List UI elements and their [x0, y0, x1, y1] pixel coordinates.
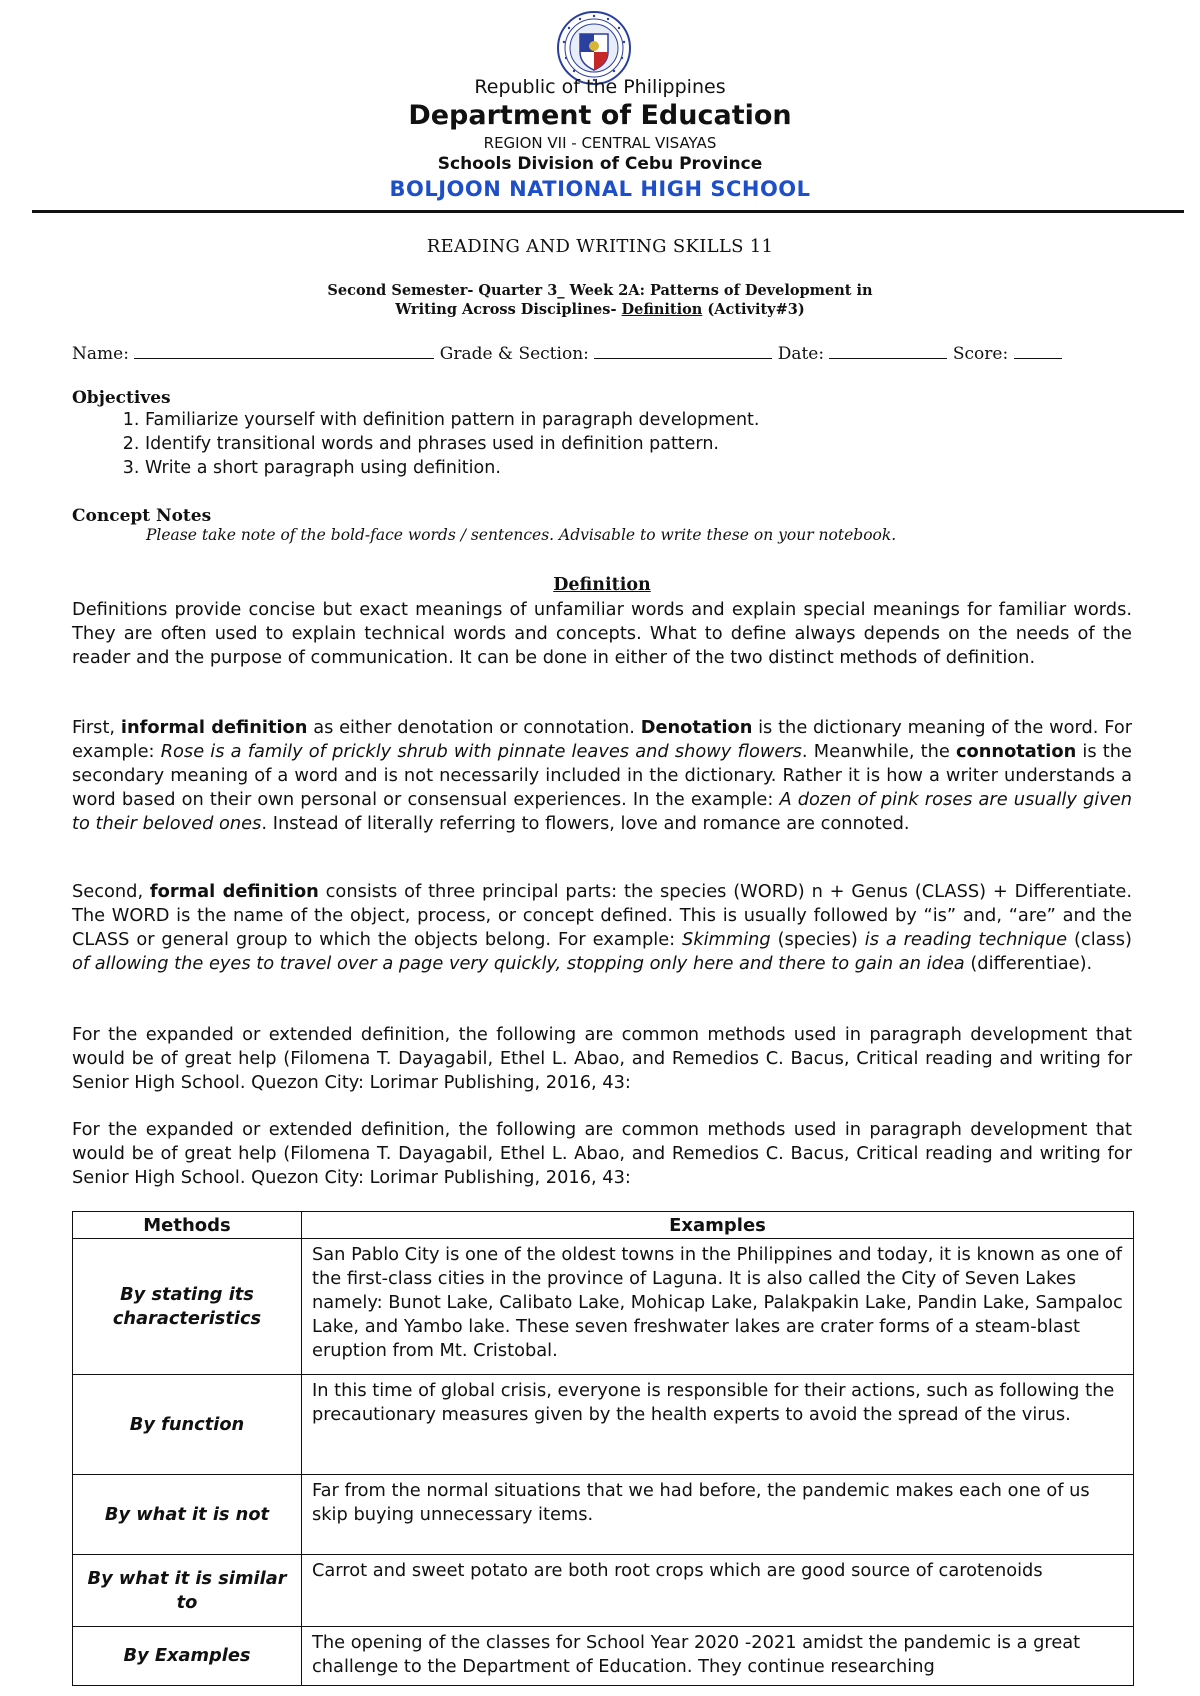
header-divider	[32, 210, 1184, 213]
term-connotation: connotation	[956, 741, 1077, 762]
definition-paragraph-3	[72, 880, 1132, 976]
text: consists of three principal parts: the species (WORD) n + Genus (CLASS) + Differentiate. The WORD is the name of the object, process, or concept defined. This is usually followed by “is” and, “are” and the CLASS or general group to which the objects belong. For example:	[72, 881, 1132, 950]
subtitle-line-2	[0, 301, 1200, 318]
term-informal-definition: informal definition	[120, 717, 308, 738]
date-label: Date:	[777, 344, 825, 364]
concept-notes-instruction: Please take note of the bold-face words / sentences. Advisable to write these on your notebook.	[146, 526, 897, 544]
method-cell: By what it is similar to	[73, 1555, 302, 1627]
example-cell: San Pablo City is one of the oldest towns in the Philippines and today, it is known as one of the first-class cities in the province of Laguna. It is also called the City of Seven Lakes namely: Bunot Lake, Calibato Lake, Mohicap Lake, Palakpakin Lake, Pandin Lake, Sampaloc Lake, and Yambo lake. These seven freshwater lakes are crater forms of a steam-blast eruption from Mt. Cristobal.	[302, 1239, 1134, 1375]
header-division: Schools Division of Cebu Province	[437, 154, 763, 174]
term-denotation: Denotation	[640, 717, 753, 738]
subtitle-prefix: Writing Across Disciplines-	[395, 301, 622, 318]
example-class: is a reading technique	[864, 929, 1068, 950]
objectives-heading: Objectives	[72, 388, 171, 408]
example-connotation: A dozen of pink roses are usually given to their beloved ones	[72, 789, 1132, 834]
definition-paragraph-1: Definitions provide concise but exact meanings of unfamiliar words and explain special meanings for familiar words. They are often used to explain technical words and concepts. What to define always depends on the needs of the reader and the purpose of communication. It can be done in either of the two distinct methods of definition.	[72, 599, 1132, 668]
definition-title: Definition	[553, 575, 651, 595]
header-school-name: BOLJOON NATIONAL HIGH SCHOOL	[389, 177, 811, 201]
student-info-row	[72, 344, 1132, 364]
example-species: Skimming	[682, 929, 771, 950]
text: Second,	[72, 881, 150, 902]
objective-item: 2. Identify transitional words and phrases used in definition pattern.	[145, 432, 1132, 456]
text: (differentiae).	[964, 953, 1093, 974]
text: is the dictionary meaning of the word. For example:	[72, 717, 1133, 762]
column-header-examples: Examples	[302, 1212, 1134, 1239]
definition-paragraph-5: For the expanded or extended definition, the following are common methods used in paragraph development that would be of great help (Filomena T. Dayagabil, Ethel L. Abao, and Remedios C. Bacus, Critical reading and writing for Senior High School. Quezon City: Lorimar Publishing, 2016, 43:	[72, 1119, 1132, 1188]
deped-seal-logo	[556, 10, 632, 86]
column-header-methods: Methods	[73, 1212, 302, 1239]
objectives-list	[72, 408, 1132, 480]
table-row	[73, 1375, 1134, 1475]
grade-section-blank[interactable]	[594, 344, 772, 359]
text: (class)	[1067, 929, 1132, 950]
subtitle-topic: Definition	[621, 301, 703, 318]
text: First,	[72, 717, 121, 738]
method-cell: By stating its characteristics	[73, 1239, 302, 1375]
text: (species)	[770, 929, 865, 950]
page-title: READING AND WRITING SKILLS 11	[426, 236, 774, 257]
text: . Meanwhile, the	[801, 741, 956, 762]
text: . Instead of literally referring to flowers, love and romance are connoted.	[261, 813, 910, 834]
header-region: REGION VII - CENTRAL VISAYAS	[483, 134, 717, 152]
example-cell: Far from the normal situations that we had before, the pandemic makes each one of us skip buying unnecessary items.	[302, 1475, 1134, 1555]
grade-section-label: Grade & Section:	[439, 344, 589, 364]
score-label: Score:	[952, 344, 1009, 364]
method-cell: By function	[73, 1375, 302, 1475]
score-blank[interactable]	[1014, 344, 1062, 359]
method-cell: By what it is not	[73, 1475, 302, 1555]
concept-notes-section	[72, 506, 1132, 544]
objectives-section	[72, 388, 1132, 480]
example-cell: Carrot and sweet potato are both root crops which are good source of carotenoids	[302, 1555, 1134, 1627]
objective-item: 1. Familiarize yourself with definition pattern in paragraph development.	[145, 408, 1132, 432]
objective-item: 3. Write a short paragraph using definition.	[145, 456, 1132, 480]
example-differentiae: of allowing the eyes to travel over a page very quickly, stopping only here and there to gain an idea	[72, 953, 965, 974]
example-cell: The opening of the classes for School Year 2020 -2021 amidst the pandemic is a great challenge to the Department of Education. They continue researching	[302, 1627, 1134, 1686]
subtitle-line-1: Second Semester- Quarter 3_ Week 2A: Patterns of Development in	[327, 282, 873, 299]
table-row	[73, 1627, 1134, 1686]
table-header-row	[73, 1212, 1134, 1239]
header-department: Department of Education	[408, 100, 792, 131]
example-cell: In this time of global crisis, everyone is responsible for their actions, such as following the precautionary measures given by the health experts to avoid the spread of the virus.	[302, 1375, 1134, 1475]
text: as either denotation or connotation.	[307, 717, 641, 738]
table-row	[73, 1475, 1134, 1555]
name-label: Name:	[72, 344, 129, 364]
methods-table	[72, 1211, 1134, 1686]
text: is the secondary meaning of a word and is not necessarily included in the dictionary. Rather it is how a writer understands a word based on their own personal or consensual experiences. In the example:	[72, 741, 1132, 810]
method-cell: By Examples	[73, 1627, 302, 1686]
name-blank[interactable]	[134, 344, 434, 359]
definition-paragraph-2	[72, 716, 1132, 836]
term-formal-definition: formal definition	[149, 881, 319, 902]
table-row	[73, 1555, 1134, 1627]
definition-paragraph-4: For the expanded or extended definition, the following are common methods used in paragraph development that would be of great help (Filomena T. Dayagabil, Ethel L. Abao, and Remedios C. Bacus, Critical reading and writing for Senior High School. Quezon City: Lorimar Publishing, 2016, 43:	[72, 1024, 1132, 1093]
concept-notes-heading: Concept Notes	[72, 506, 212, 526]
header-republic: Republic of the Philippines	[474, 76, 726, 98]
example-denotation: Rose is a family of prickly shrub with pinnate leaves and showy flowers	[160, 741, 802, 762]
subtitle-activity: (Activity#3)	[702, 301, 805, 318]
table-row	[73, 1239, 1134, 1375]
date-blank[interactable]	[829, 344, 947, 359]
